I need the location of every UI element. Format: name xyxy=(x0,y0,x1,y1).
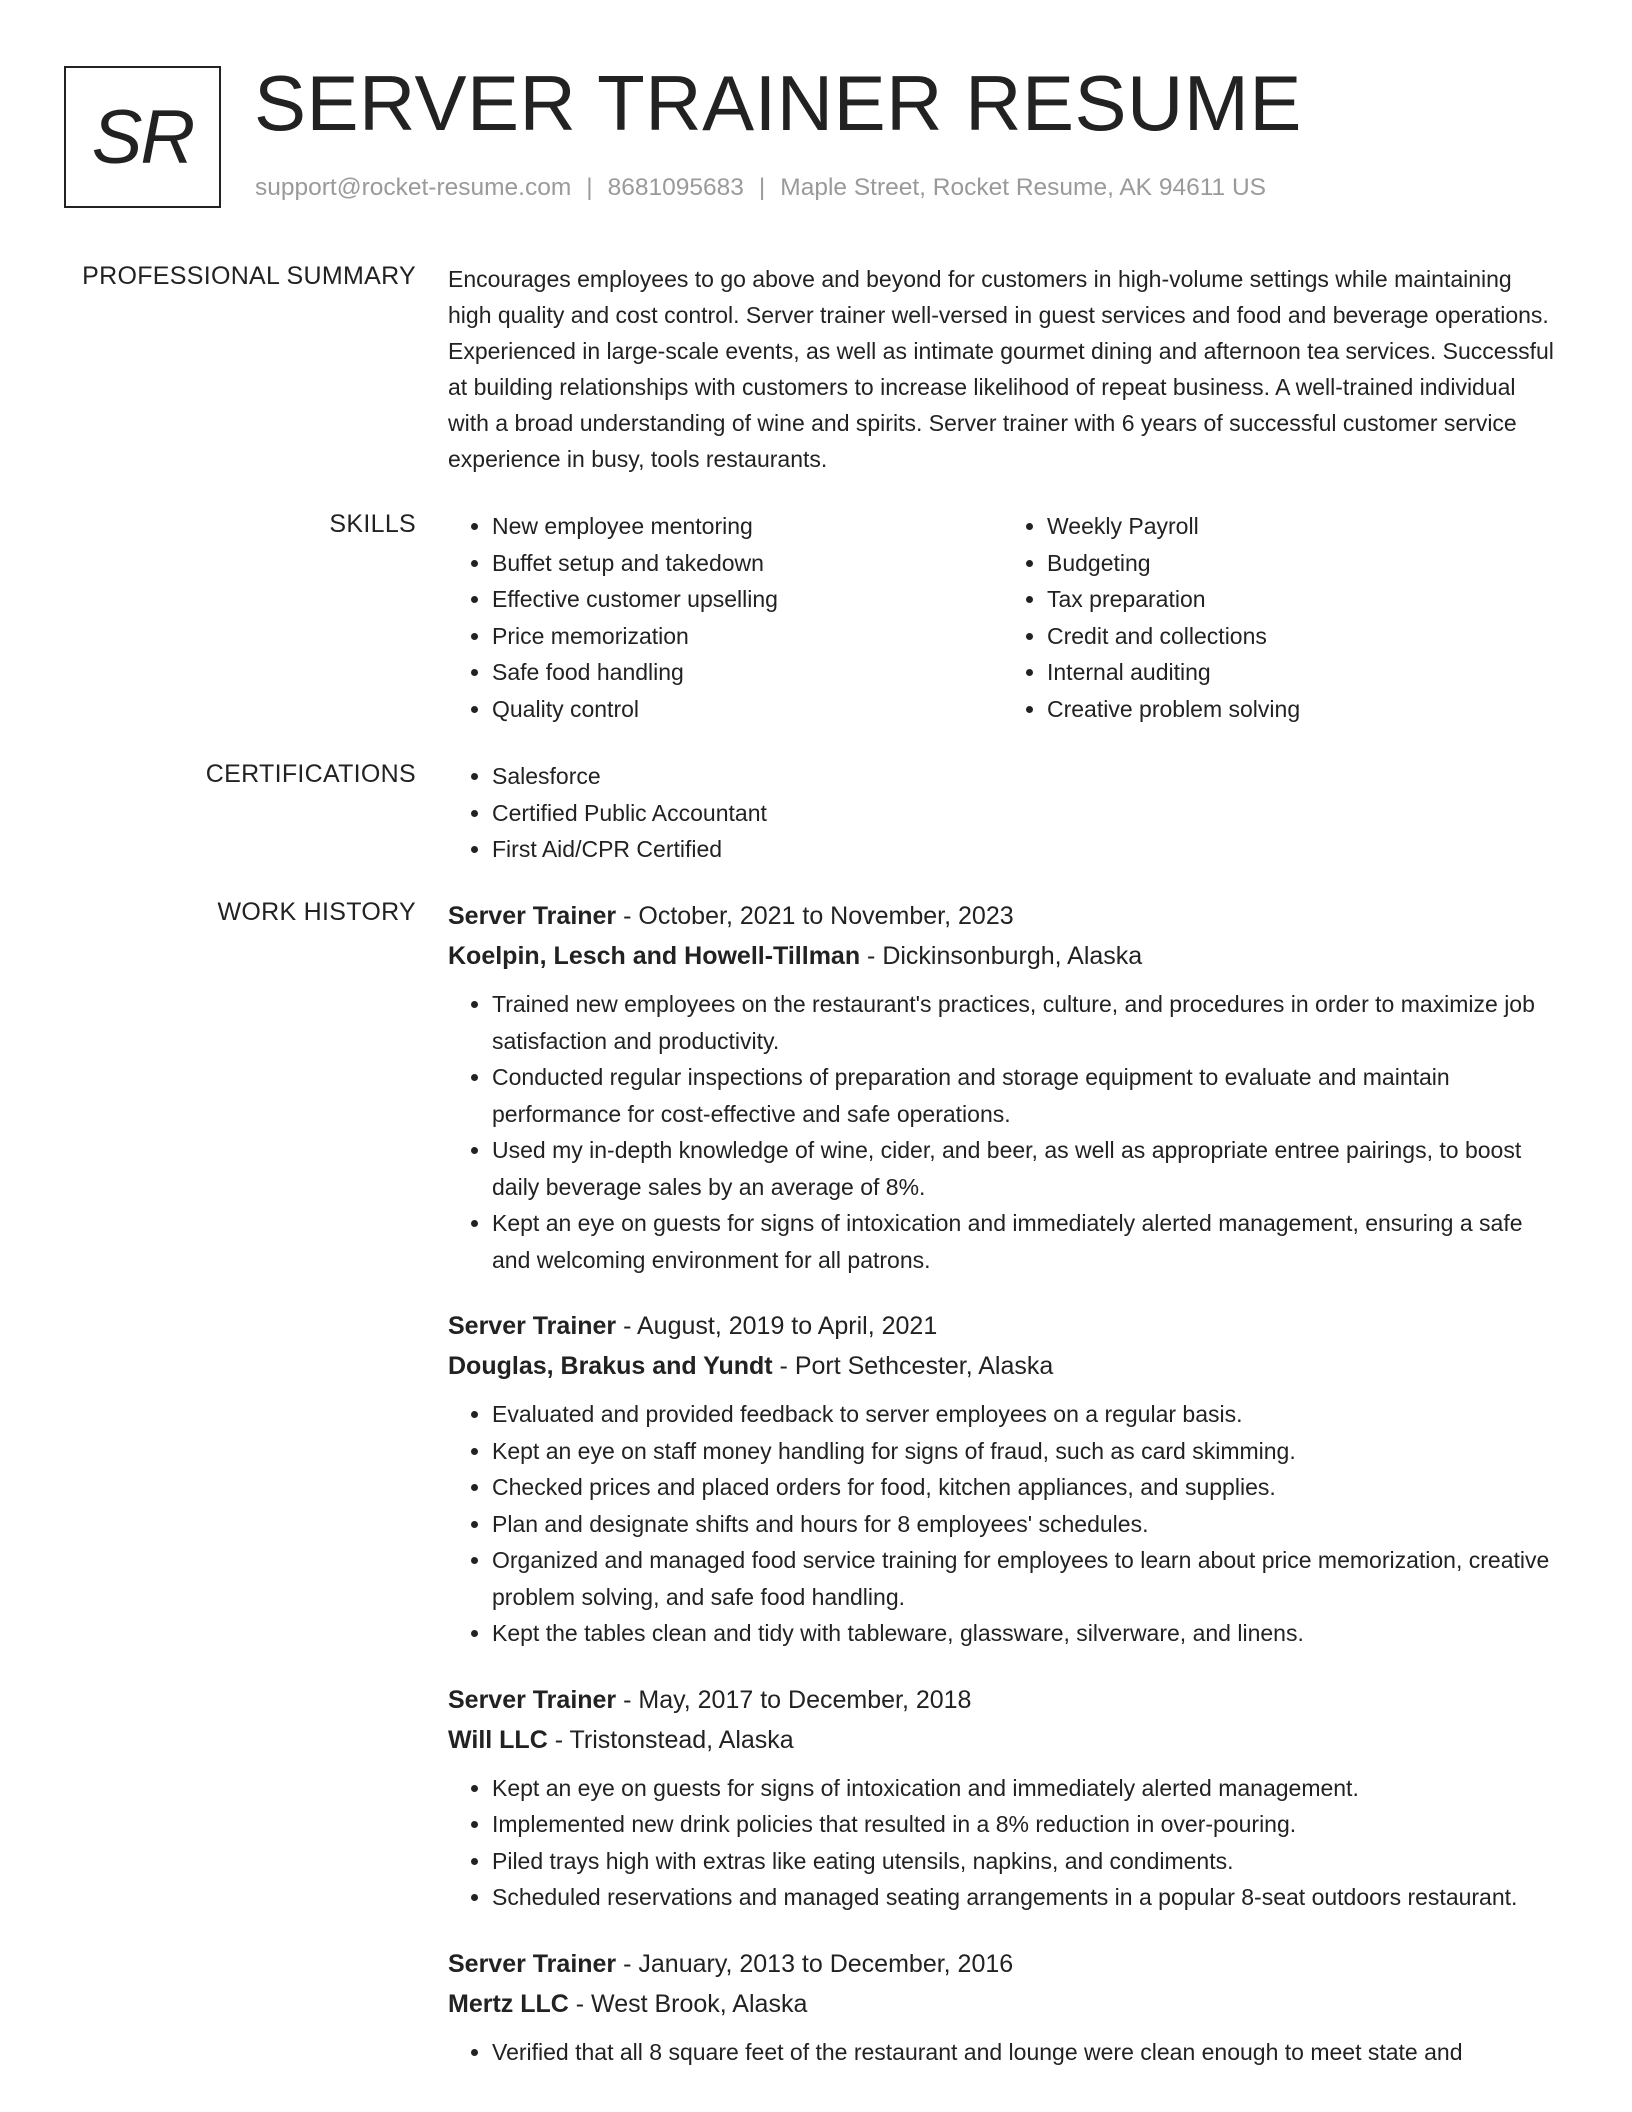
job-bullet: • Verified that all 8 square feet of the restaurant and lounge were clean enough to meet state and xyxy=(492,2034,1558,2071)
job-bullet: • Plan and designate shifts and hours for 8 employees' schedules. xyxy=(492,1506,1558,1543)
job-bullets xyxy=(448,986,1558,1278)
job-bullet: • Trained new employees on the restaurant's practices, culture, and procedures in order to maximize job satisfaction and productivity. xyxy=(492,986,1558,1059)
skill-item: • Price memorization xyxy=(492,618,1003,655)
job-company: Mertz LLC xyxy=(448,1989,569,2018)
job-entry xyxy=(448,1306,1558,1652)
skill-item: • Credit and collections xyxy=(1047,618,1558,655)
summary-body xyxy=(448,261,1558,477)
job-bullet: • Kept an eye on staff money handling for signs of fraud, such as card skimming. xyxy=(492,1433,1558,1470)
job-location: - Dickinsonburgh, Alaska xyxy=(860,942,1143,970)
contact-email: support@rocket-resume.com xyxy=(255,174,572,201)
job-dates: - May, 2017 to December, 2018 xyxy=(616,1685,972,1714)
contact-line xyxy=(255,174,1266,202)
work-history-body xyxy=(448,896,1558,2098)
job-bullet: • Kept an eye on guests for signs of intoxication and immediately alerted management. xyxy=(492,1770,1558,1807)
skill-item: • Budgeting xyxy=(1047,545,1558,582)
contact-address: Maple Street, Rocket Resume, AK 94611 US xyxy=(780,174,1266,201)
job-location: - West Brook, Alaska xyxy=(568,1989,808,2018)
certifications-label: CERTIFICATIONS xyxy=(205,760,416,788)
summary-label: PROFESSIONAL SUMMARY xyxy=(82,262,416,290)
job-title-line xyxy=(448,1306,1558,1346)
job-location: - Tristonstead, Alaska xyxy=(547,1725,794,1754)
job-bullet: • Organized and managed food service training for employees to learn about price memorization, creative problem solving, and safe food handling. xyxy=(492,1542,1558,1615)
job-bullet: • Piled trays high with extras like eating utensils, napkins, and condiments. xyxy=(492,1843,1558,1880)
job-entry xyxy=(448,1680,1558,1916)
page-title: SERVER TRAINER RESUME xyxy=(254,59,1302,147)
monogram-logo: SR xyxy=(64,66,221,208)
skill-item: • Creative problem solving xyxy=(1047,691,1558,728)
separator: | xyxy=(586,174,593,201)
skill-item: • Effective customer upselling xyxy=(492,581,1003,618)
job-company-line xyxy=(448,1720,1558,1760)
job-bullet: • Scheduled reservations and managed seating arrangements in a popular 8-seat outdoors restaurant. xyxy=(492,1879,1558,1916)
job-location: - Port Sethcester, Alaska xyxy=(772,1352,1054,1380)
job-title: Server Trainer xyxy=(448,1949,617,1978)
skills-body xyxy=(448,508,1558,727)
skill-item: • New employee mentoring xyxy=(492,508,1003,545)
skills-list-right xyxy=(1003,508,1558,727)
certification-item: • Certified Public Accountant xyxy=(492,795,1558,832)
job-bullet: • Used my in-depth knowledge of wine, cider, and beer, as well as appropriate entree pairings, to boost daily beverage sales by an average of 8%. xyxy=(492,1132,1558,1205)
job-entry xyxy=(448,1944,1558,2071)
work-history-label: WORK HISTORY xyxy=(217,898,416,926)
skills-label: SKILLS xyxy=(329,510,416,538)
job-title: Server Trainer xyxy=(448,1685,617,1714)
job-title-line xyxy=(448,896,1558,936)
job-bullet: • Conducted regular inspections of preparation and storage equipment to evaluate and maintain performance for cost-effective and safe operations. xyxy=(492,1059,1558,1132)
skill-item: • Buffet setup and takedown xyxy=(492,545,1003,582)
skill-item: • Safe food handling xyxy=(492,654,1003,691)
skill-item: • Quality control xyxy=(492,691,1003,728)
skill-item: • Weekly Payroll xyxy=(1047,508,1558,545)
job-company: Douglas, Brakus and Yundt xyxy=(448,1352,773,1380)
contact-phone: 8681095683 xyxy=(607,174,744,201)
certification-item: • First Aid/CPR Certified xyxy=(492,831,1558,868)
skill-item: • Tax preparation xyxy=(1047,581,1558,618)
job-bullet: • Kept an eye on guests for signs of intoxication and immediately alerted management, ensuring a safe and welcoming environment for all patrons. xyxy=(492,1205,1558,1278)
job-title: Server Trainer xyxy=(448,1312,617,1340)
job-title-line xyxy=(448,1680,1558,1720)
certifications-list xyxy=(448,758,1558,868)
job-entry xyxy=(448,896,1558,1278)
job-title: Server Trainer xyxy=(448,902,617,930)
certifications-body xyxy=(448,758,1558,868)
job-title-line xyxy=(448,1944,1558,1984)
job-bullet: • Kept the tables clean and tidy with tableware, glassware, silverware, and linens. xyxy=(492,1615,1558,1652)
job-dates: - October, 2021 to November, 2023 xyxy=(616,902,1014,930)
skills-list-left xyxy=(448,508,1003,727)
job-company: Will LLC xyxy=(448,1725,548,1754)
job-company: Koelpin, Lesch and Howell-Tillman xyxy=(448,942,861,970)
summary-text: Encourages employees to go above and beyond for customers in high-volume settings while maintaining high quality and cost control. Server trainer well-versed in guest services and food and beverage operations. Experienced in large-scale events, as well as intimate gourmet dining and afternoon tea services. Successful at building relationships with customers to increase likelihood of repeat business. A well-trained individual with a broad understanding of wine and spirits. Server trainer with 6 years of successful customer service experience in busy, tools restaurants. xyxy=(448,266,1554,472)
skill-item: • Internal auditing xyxy=(1047,654,1558,691)
job-company-line xyxy=(448,1346,1558,1386)
job-dates: - August, 2019 to April, 2021 xyxy=(616,1312,938,1340)
job-company-line xyxy=(448,936,1558,976)
job-company-line xyxy=(448,1984,1558,2024)
job-dates: - January, 2013 to December, 2016 xyxy=(616,1949,1014,1978)
job-bullet: • Implemented new drink policies that resulted in a 8% reduction in over-pouring. xyxy=(492,1806,1558,1843)
job-bullet: • Checked prices and placed orders for food, kitchen appliances, and supplies. xyxy=(492,1469,1558,1506)
job-bullet: • Evaluated and provided feedback to server employees on a regular basis. xyxy=(492,1396,1558,1433)
certification-item: • Salesforce xyxy=(492,758,1558,795)
job-bullets xyxy=(448,1396,1558,1652)
job-bullets xyxy=(448,2034,1558,2071)
separator: | xyxy=(758,174,766,201)
job-bullets xyxy=(448,1770,1558,1916)
